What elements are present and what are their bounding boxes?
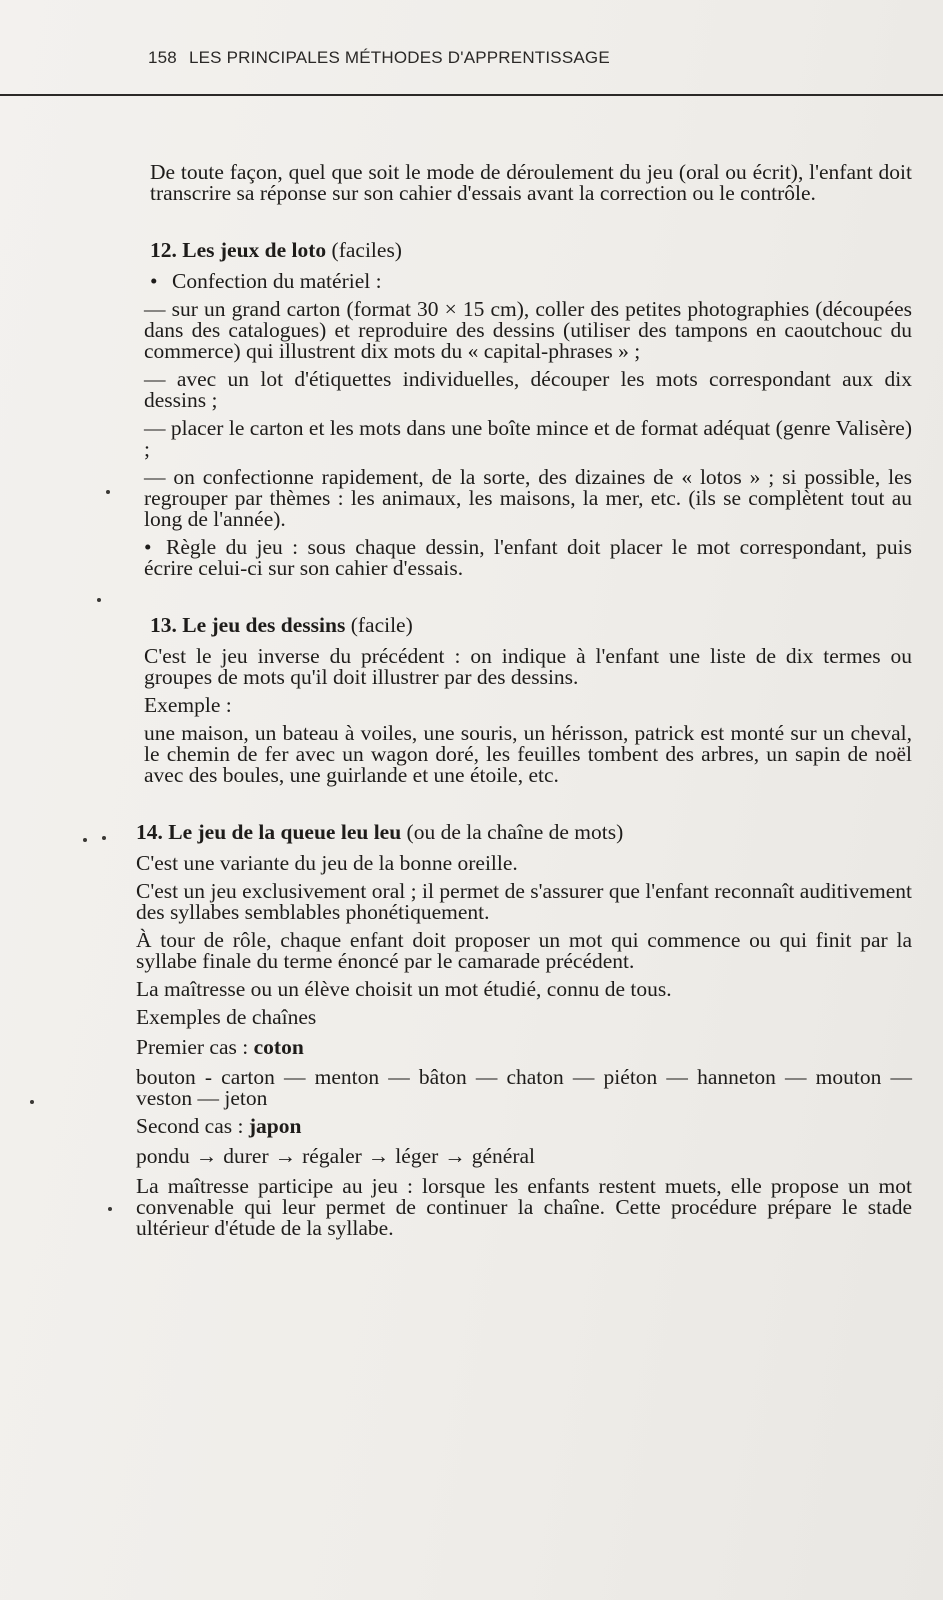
example-label: Exemple : [144,693,232,717]
scan-speck [83,838,87,842]
game-rule: • Règle du jeu : sous chaque dessin, l'enfant doit placer le mot correspondant, puis écrire celui-ci sur son cahier d'essais. [144,535,912,580]
material-item: — avec un lot d'étiquettes individuelles, découper les mots correspondant aux dix dessins ; [144,367,912,412]
arrow-icon: → [367,1144,390,1168]
section-14-final-paragraph: La maîtresse participe au jeu : lorsque les enfants restent muets, elle propose un mot convenable qui leur permet de continuer la chaîne. Cette procédure prépare le stade ultérieur d'étude de la syllabe. [136,1174,912,1240]
bullet-icon: • [150,269,158,293]
scan-speck [30,1100,34,1104]
section-14 [136,822,912,1239]
chain-word: régaler [302,1144,362,1168]
arrow-icon: → [444,1144,466,1168]
section-13-number: 13. [150,613,177,637]
section-12 [136,240,912,579]
intro-paragraph: De toute façon, quel que soit le mode de déroulement du jeu (oral ou écrit), l'enfant doit transcrire sa réponse sur son cahier d'essais avant la correction ou le contrôle. [150,160,912,205]
section-13-qualifier: (facile) [350,613,413,637]
section-14-qualifier: (ou de la chaîne de mots) [406,820,624,844]
scan-speck [102,836,106,840]
running-head [148,48,610,68]
case-1-heading: Premier cas : coton [136,1035,304,1059]
section-12-qualifier: (faciles) [331,238,402,262]
scan-speck [108,1207,112,1211]
material-item: — placer le carton et les mots dans une boîte mince et de format adéquat (genre Valisère) ; [144,416,912,461]
section-14-paragraph: C'est une variante du jeu de la bonne oreille. [136,851,518,875]
example-text: une maison, un bateau à voiles, une souris, un hérisson, patrick est monté sur un cheval, le chemin de fer avec un wagon doré, les feuilles tombent des arbres, un sapin de noël avec des boules, une guirlande et une étoile, etc. [144,721,912,787]
arrow-icon: → [195,1144,218,1168]
section-14-heading [136,822,912,843]
section-14-number: 14. [136,820,163,844]
section-13-title: Le jeu des dessins [182,613,346,637]
chain-word: durer [223,1144,269,1168]
section-13 [136,615,912,786]
section-14-title: Le jeu de la queue leu leu [168,820,402,844]
bullet-icon: • [144,535,152,559]
case-2-word: japon [248,1114,302,1138]
page-number: 158 [148,48,177,67]
section-12-title: Les jeux de loto [182,238,327,262]
scan-speck [106,490,110,494]
case-2-chain [136,1146,912,1167]
material-label: • Confection du matériel : [150,269,382,293]
section-13-heading [150,615,912,636]
section-12-number: 12. [150,238,177,262]
section-13-paragraph: C'est le jeu inverse du précédent : on indique à l'enfant une liste de dix termes ou groupes de mots qu'il doit illustrer par des dessins. [144,644,912,689]
chain-word: léger [395,1144,439,1168]
material-item: — sur un grand carton (format 30 × 15 cm), coller des petites photographies (découpées dans des catalogues) et reproduire des dessins (utiliser des tampons en caoutchouc du commerce) qui illustrent dix mots du « capital-phrases » ; [144,297,912,363]
section-12-heading [150,240,912,261]
running-title: LES PRINCIPALES MÉTHODES D'APPRENTISSAGE [188,48,610,67]
section-14-paragraph: À tour de rôle, chaque enfant doit proposer un mot qui commence ou qui finit par la syllabe finale du terme énoncé par le camarade précédent. [136,928,912,973]
section-14-paragraph: C'est un jeu exclusivement oral ; il permet de s'assurer que l'enfant reconnaît auditivement des syllabes semblables phonétiquement. [136,879,912,924]
case-1-word: coton [253,1035,304,1059]
examples-label: Exemples de chaînes [136,1005,317,1029]
header-rule [0,94,943,96]
section-14-paragraph: La maîtresse ou un élève choisit un mot étudié, connu de tous. [136,977,672,1001]
arrow-icon: → [274,1144,297,1168]
case-2-heading: Second cas : japon [136,1114,302,1138]
chain-word: général [471,1144,536,1168]
material-item: — on confectionne rapidement, de la sorte, des dizaines de « lotos » ; si possible, les regrouper par thèmes : les animaux, les maisons, la mer, etc. (ils se complètent tout au long de l'année). [144,465,912,531]
scan-speck [97,598,101,602]
case-1-chain: bouton - carton — menton — bâton — chaton — piéton — hanneton — mouton — veston — jeton [136,1065,912,1110]
page-body [136,162,912,1246]
chain-word: pondu [136,1144,190,1168]
